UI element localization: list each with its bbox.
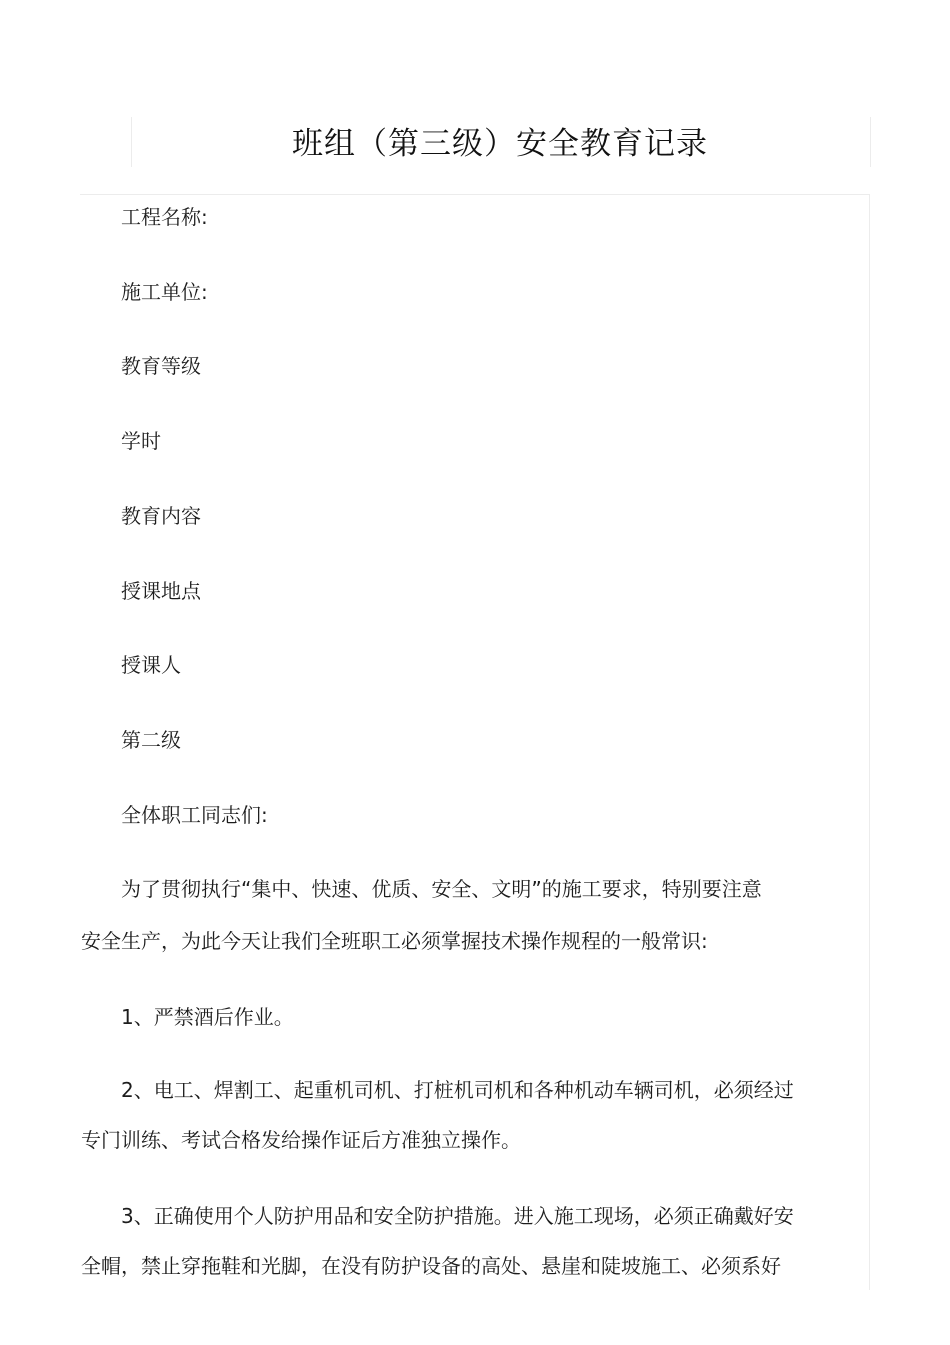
field-lecturer: 授课人: [121, 653, 181, 677]
field-project-name: 工程名称:: [121, 205, 208, 229]
field-class-hours: 学时: [121, 429, 161, 453]
field-construction-unit: 施工单位:: [121, 280, 208, 304]
field-second-level: 第二级: [121, 728, 181, 752]
intro-line-2: 安全生产，为此今天让我们全班职工必须掌握技术操作规程的一般常识:: [81, 929, 708, 953]
rule-item-2-line-1: 2、电工、焊割工、起重机司机、打桩机司机和各种机动车辆司机，必须经过: [121, 1078, 794, 1102]
field-education-level: 教育等级: [121, 354, 201, 378]
intro-line-1: 为了贯彻执行“集中、快速、优质、安全、文明”的施工要求，特别要注意: [121, 877, 762, 901]
rule-item-2-line-2: 专门训练、考试合格发给操作证后方准独立操作。: [81, 1128, 521, 1152]
rule-item-1: 1、严禁酒后作业。: [121, 1005, 294, 1029]
field-education-content: 教育内容: [121, 504, 201, 528]
rule-item-3-line-2: 全帽，禁止穿拖鞋和光脚，在没有防护设备的高处、悬崖和陡坡施工、必须系好: [81, 1254, 781, 1278]
rule-item-3-line-1: 3、正确使用个人防护用品和安全防护措施。进入施工现场，必须正确戴好安: [121, 1204, 794, 1228]
field-lecture-location: 授课地点: [121, 579, 201, 603]
document-title: 班组（第三级）安全教育记录: [292, 126, 708, 162]
salutation: 全体职工同志们:: [121, 803, 268, 827]
